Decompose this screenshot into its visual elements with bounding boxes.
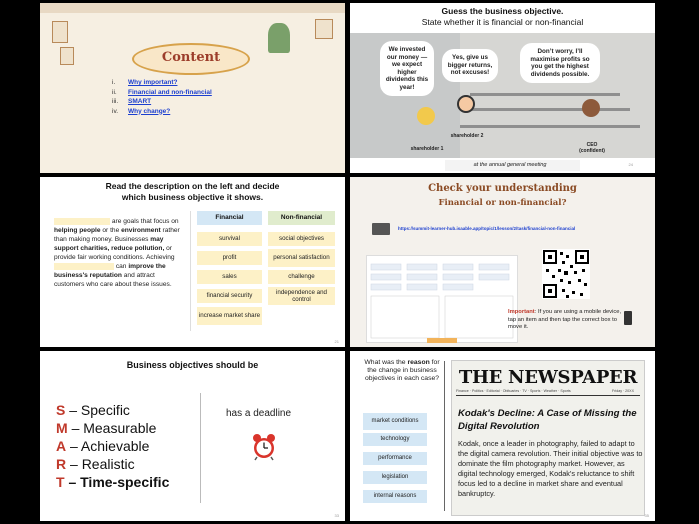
deadline-text: has a deadline <box>226 408 292 419</box>
list-item[interactable]: ii. Financial and non-financial <box>112 88 212 96</box>
page-number: 21 <box>334 339 339 344</box>
smart-row: S – Specific <box>56 402 130 418</box>
link-smart[interactable]: SMART <box>128 98 152 105</box>
nonfinancial-item[interactable]: independence and control <box>268 287 335 305</box>
page-number: 33 <box>334 513 339 518</box>
slide-title: Content <box>161 50 221 65</box>
ceo-label: CEO (confident) <box>579 142 605 154</box>
nonfinancial-column-header: Non-financial <box>268 211 335 225</box>
article-headline: Kodak's Decline: A Case of Missing the Digital Revolution <box>458 408 637 432</box>
divider <box>444 361 445 511</box>
page-number: 24 <box>628 162 633 167</box>
link-financial[interactable]: Financial and non-financial <box>128 88 212 96</box>
slide-title: Check your understanding <box>428 183 577 194</box>
option-card[interactable]: performance <box>363 452 427 465</box>
article-body: Kodak, once a leader in photography, failed to adapt to the digital camera revolution. Their initial objective was to dominate the film photography market. However, as digital technology emerged, Kodak's reluctance to shift focus led to a decline in market share and eventual bankruptcy. <box>458 439 643 498</box>
newspaper-masthead: THE NEWSPAPER <box>458 367 638 388</box>
nonfinancial-item[interactable]: personal satisfaction <box>268 249 335 267</box>
slide-check-understanding[interactable] <box>350 177 655 347</box>
option-card[interactable]: technology <box>363 433 427 446</box>
list-item[interactable]: iv. Why change? <box>112 107 171 115</box>
list-item[interactable]: i. Why important? <box>112 79 178 86</box>
option-card[interactable]: internal reasons <box>363 490 427 503</box>
slide-subtitle: Financial or non-financial? <box>438 198 567 208</box>
slide-heading: Read the description on the left and decide which business objective it shows. <box>105 181 280 202</box>
phone-icon <box>624 311 632 325</box>
alarm-clock-icon <box>251 433 277 461</box>
newspaper-rule <box>456 395 640 396</box>
answer-blank-1[interactable] <box>54 218 110 225</box>
activity-link[interactable]: https://summit-learner-hub.isaable.app/topic/1/lesson/2/task/financial-non-financial <box>398 226 576 231</box>
mobile-instructions: Important: If you are using a mobile device, tap an item and then tap the correct box to move it. <box>508 309 622 330</box>
laptop-icon <box>372 223 390 235</box>
shareholder-1-label: shareholder 1 <box>410 146 444 152</box>
speech-bubble-1: We invested our money — we expect higher dividends this year! <box>380 41 434 96</box>
nonfinancial-item[interactable]: social objectives <box>268 232 335 246</box>
calendar-icon <box>315 19 333 39</box>
footer-caption: at the annual general meeting <box>473 162 547 168</box>
slide-financial-sort[interactable] <box>40 177 345 347</box>
column-divider <box>190 211 191 331</box>
slide-content[interactable] <box>40 3 345 173</box>
description-text: are goals that focus on helping people or the environment rather than making money. Businesses may support charities, reduce pollution, or provide fair working conditions. Achieving can improve the business's reputation and attract customers who care about these issues. <box>54 218 180 288</box>
financial-item[interactable]: sales <box>197 270 262 284</box>
slide-guess-objective[interactable] <box>350 3 655 173</box>
financial-item[interactable]: increase market share <box>197 307 262 325</box>
activity-preview <box>366 255 518 343</box>
contents-list <box>112 79 212 117</box>
slide-heading: Business objectives should be <box>126 360 259 370</box>
link-why-important[interactable]: Why important? <box>128 79 178 86</box>
slide-heading: Guess the business objective. State whether it is financial or non-financial <box>421 6 584 27</box>
slide-newspaper[interactable] <box>350 351 655 521</box>
smart-list <box>56 401 169 491</box>
speech-bubble-2: Yes, give us bigger returns, not excuses! <box>442 49 498 82</box>
financial-item[interactable]: survival <box>197 232 262 246</box>
top-border <box>40 3 345 13</box>
link-why-change[interactable]: Why change? <box>128 107 171 115</box>
financial-column-header: Financial <box>197 211 262 225</box>
page-number: 35 <box>644 513 649 518</box>
newspaper-nav: Finance · Politics · Editorial · Obituaries · TV · Sports · Weather · Sports <box>456 389 571 393</box>
shareholder-2-avatar <box>457 95 475 113</box>
speech-bubble-3: Don’t worry, I’ll maximise profits so you get the highest dividends possible. <box>520 43 600 83</box>
shareholder-2-label: shareholder 2 <box>450 133 484 139</box>
qr-code[interactable] <box>542 249 590 299</box>
shareholder-1-avatar <box>417 107 435 125</box>
option-card[interactable]: legislation <box>363 471 427 484</box>
wall-frame-left-2 <box>60 47 74 65</box>
ceo-avatar <box>582 99 600 117</box>
slide-smart[interactable] <box>40 351 345 521</box>
answer-blank-2[interactable] <box>54 263 114 270</box>
list-item[interactable]: iii. SMART <box>112 98 152 105</box>
smart-row: M – Measurable <box>56 420 157 436</box>
plant-icon <box>268 23 290 53</box>
newspaper-date: Friday · 20XX <box>612 389 634 393</box>
divider <box>200 393 201 503</box>
smart-row: T – Time-specific <box>56 474 170 490</box>
smart-row: R – Realistic <box>56 456 135 472</box>
question-text: What was the reason for the change in business objectives in each case? <box>364 359 440 382</box>
option-card[interactable]: market conditions <box>363 413 427 430</box>
smart-row: A – Achievable <box>56 438 150 454</box>
financial-item[interactable]: financial security <box>197 289 262 303</box>
wall-frame-left <box>52 21 68 43</box>
financial-item[interactable]: profit <box>197 251 262 265</box>
nonfinancial-item[interactable]: challenge <box>268 270 335 284</box>
